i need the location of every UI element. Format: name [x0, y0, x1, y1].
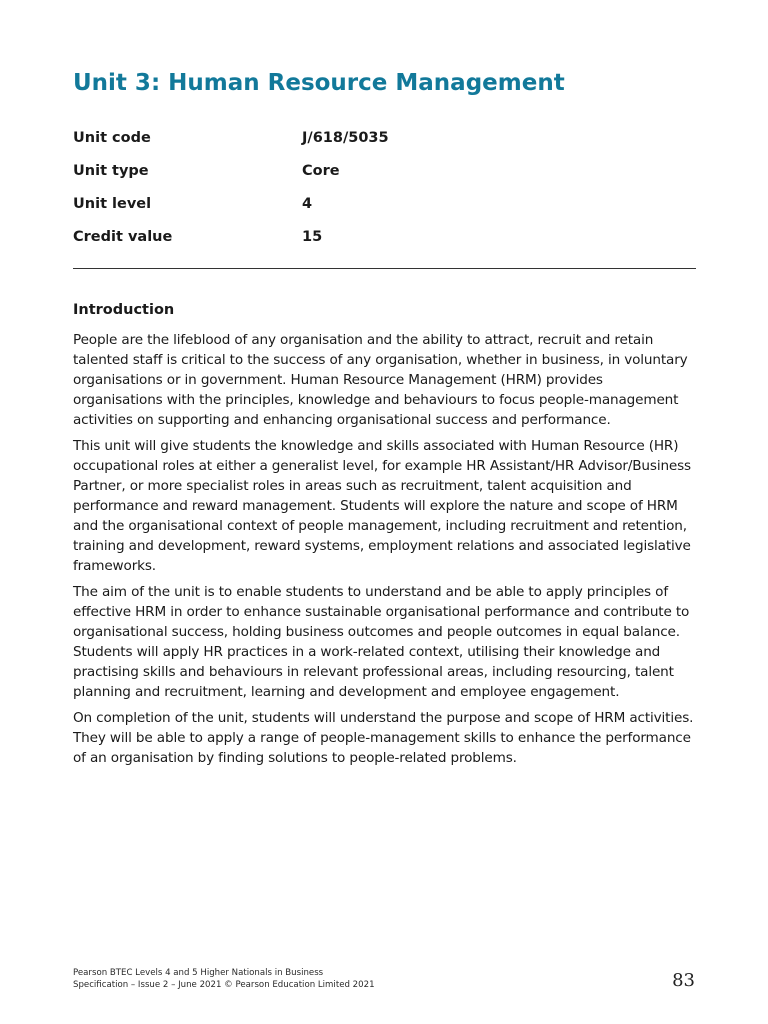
- unit-details-row-level: [73, 194, 696, 227]
- unit-title: Unit 3: Human Resource Management: [73, 70, 565, 96]
- credit-value-value: 15: [302, 229, 323, 245]
- unit-code-label: Unit code: [73, 130, 151, 146]
- introduction-section: [73, 300, 696, 774]
- page-footer: [73, 967, 696, 991]
- unit-details-row-type: [73, 161, 696, 194]
- page-number: 83: [672, 970, 695, 991]
- introduction-heading: Introduction: [73, 302, 175, 318]
- introduction-paragraph: On completion of the unit, students will understand the purpose and scope of HRM activities. They will be able to apply a range of people-management skills to enhance the performance of an organisation by finding solutions to people-related problems.: [73, 710, 694, 766]
- introduction-paragraph: People are the lifeblood of any organisation and the ability to attract, recruit and retain talented staff is critical to the success of any organisation, whether in business, in voluntary organisations or in government. Human Resource Management (HRM) provides organisations with the principles, knowledge and behaviours to focus people-management activities on supporting and enhancing organisational success and performance.: [73, 332, 688, 428]
- unit-level-value: 4: [302, 196, 313, 212]
- unit-details-row-code: [73, 128, 696, 161]
- unit-code-value: J/618/5035: [302, 130, 389, 146]
- unit-details-table: [73, 128, 696, 260]
- section-divider: [73, 268, 696, 269]
- footer-publication-line: Pearson BTEC Levels 4 and 5 Higher Nationals in Business: [73, 968, 324, 978]
- introduction-paragraph: This unit will give students the knowledge and skills associated with Human Resource (HR) occupational roles at either a generalist level, for example HR Assistant/HR Advisor/Business Partner, or more specialist roles in areas such as recruitment, talent acquisition and performance and reward management. Students will explore the nature and scope of HRM and the organisational context of people management, including recruitment and retention, training and development, reward systems, employment relations and associated legislative frameworks.: [73, 438, 691, 574]
- introduction-paragraph: The aim of the unit is to enable students to understand and be able to apply principles of effective HRM in order to enhance sustainable organisational performance and contribute to organisational success, holding business outcomes and people outcomes in equal balance. Students will apply HR practices in a work-related context, utilising their knowledge and practising skills and behaviours in relevant professional areas, including resourcing, talent planning and recruitment, learning and development and employee engagement.: [73, 584, 690, 700]
- unit-type-value: Core: [302, 163, 340, 179]
- unit-details-row-credit: [73, 227, 696, 260]
- credit-value-label: Credit value: [73, 229, 173, 245]
- footer-copyright-line: Specification – Issue 2 – June 2021 © Pearson Education Limited 2021: [73, 980, 375, 990]
- unit-type-label: Unit type: [73, 163, 149, 179]
- unit-level-label: Unit level: [73, 196, 152, 212]
